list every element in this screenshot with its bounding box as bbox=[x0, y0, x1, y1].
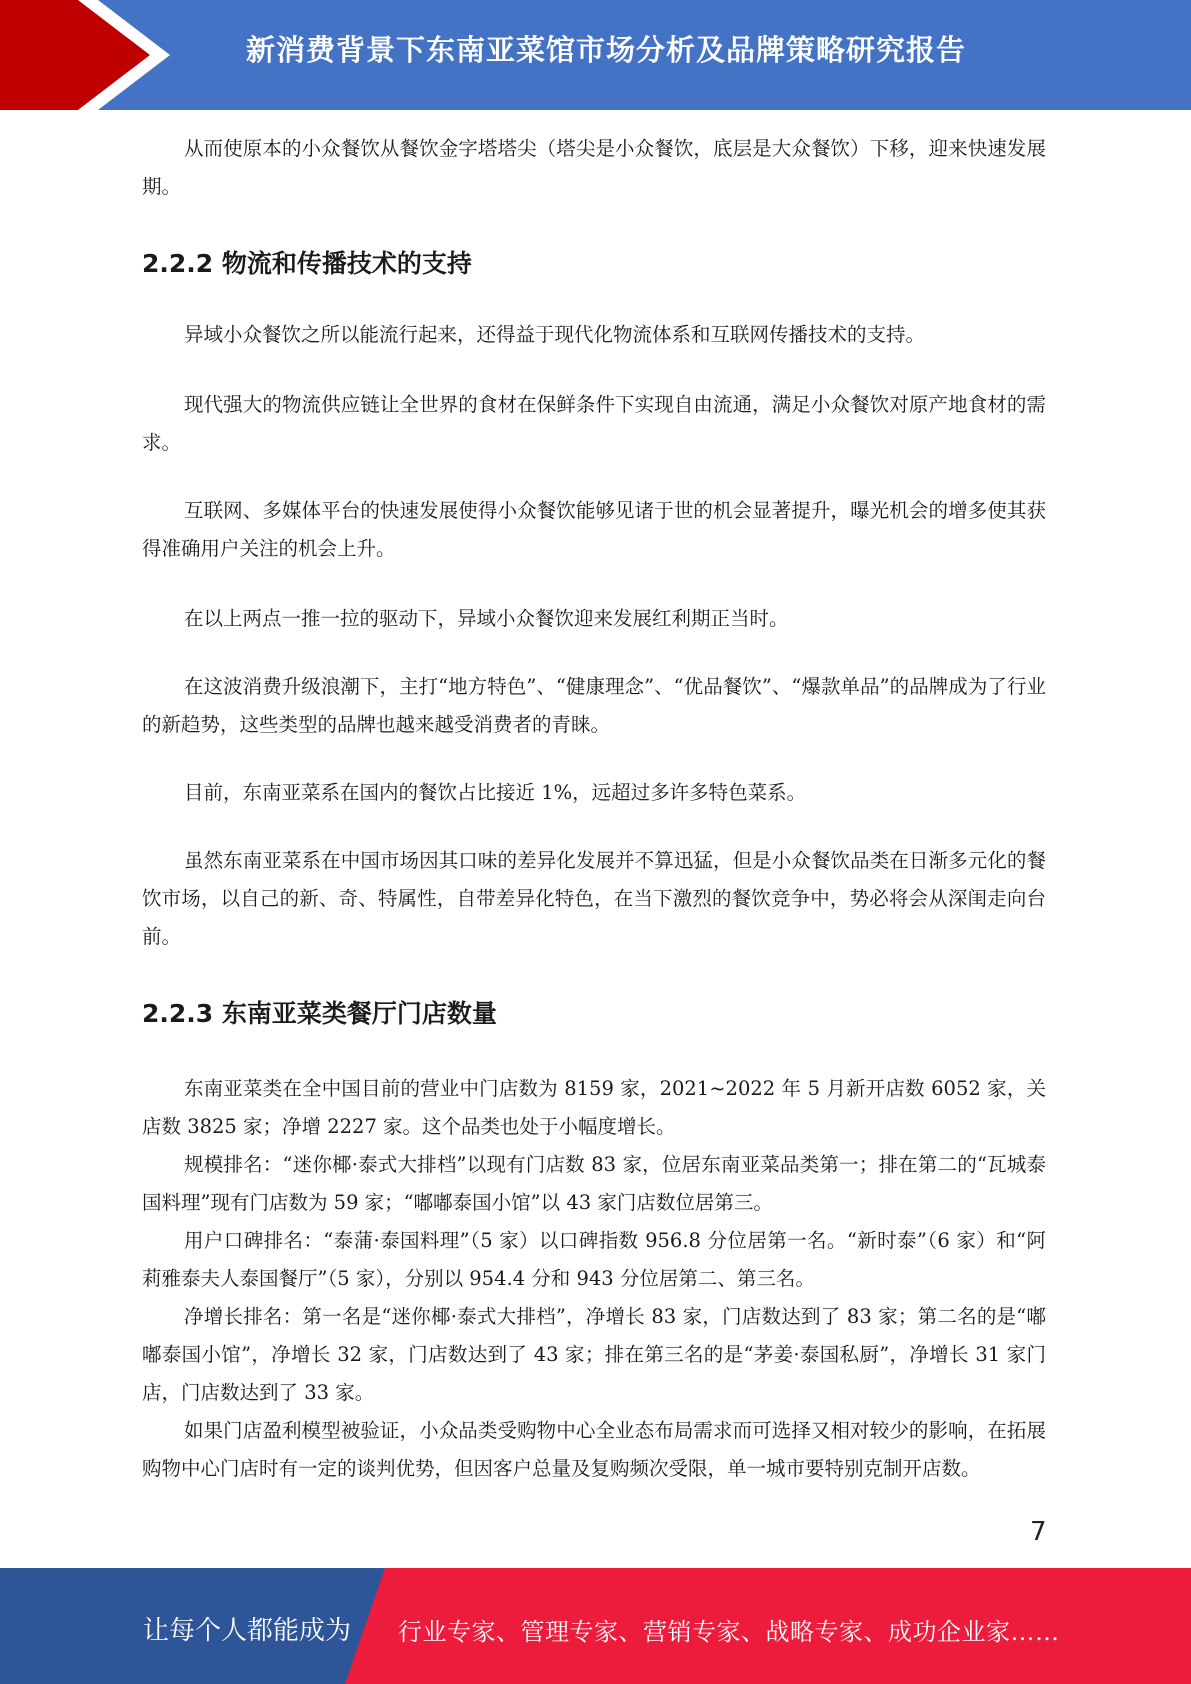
page-header bbox=[0, 0, 1191, 110]
footer-slogan-right: 行业专家、管理专家、营销专家、战略专家、成功企业家…… bbox=[398, 1618, 1060, 1646]
document-body bbox=[142, 130, 1046, 1488]
paragraph: 如果门店盈利模型被验证，小众品类受购物中心全业态布局需求而可选择又相对较少的影响，在拓展购物中心门店时有一定的谈判优势，但因客户总量及复购频次受限，单一城市要特别克制开店数。 bbox=[142, 1419, 1046, 1480]
section-heading: 2.2.2 物流和传播技术的支持 bbox=[142, 249, 472, 278]
paragraph: 从而使原本的小众餐饮从餐饮金字塔塔尖（塔尖是小众餐饮，底层是大众餐饮）下移，迎来快速发展期。 bbox=[142, 137, 1046, 198]
paragraph: 互联网、多媒体平台的快速发展使得小众餐饮能够见诸于世的机会显著提升，曝光机会的增多使其获得准确用户关注的机会上升。 bbox=[142, 499, 1046, 560]
paragraph: 在这波消费升级浪潮下，主打“地方特色”、“健康理念”、“优品餐饮”、“爆款单品”的品牌成为了行业的新趋势，这些类型的品牌也越来越受消费者的青睐。 bbox=[142, 675, 1046, 736]
paragraph: 异域小众餐饮之所以能流行起来，还得益于现代化物流体系和互联网传播技术的支持。 bbox=[184, 323, 926, 346]
header-title: 新消费背景下东南亚菜馆市场分析及品牌策略研究报告 bbox=[246, 33, 967, 67]
paragraph: 在以上两点一推一拉的驱动下，异域小众餐饮迎来发展红利期正当时。 bbox=[184, 607, 789, 630]
paragraph: 虽然东南亚菜系在中国市场因其口味的差异化发展并不算迅猛，但是小众餐饮品类在日渐多元化的餐饮市场，以自己的新、奇、特属性，自带差异化特色，在当下激烈的餐饮竞争中，势必将会从深闺走向台前。 bbox=[142, 849, 1046, 948]
paragraph: 净增长排名：第一名是“迷你椰·泰式大排档”，净增长 83 家，门店数达到了 83 家；第二名的是“嘟嘟泰国小馆”，净增长 32 家，门店数达到了 43 家；排在第三名的是“茅姜·泰国私厨”，净增长 31 家门店，门店数达到了 33 家。 bbox=[142, 1305, 1046, 1404]
page-footer bbox=[0, 1568, 1191, 1684]
footer-slogan-left: 让每个人都能成为 bbox=[143, 1616, 352, 1646]
paragraph: 目前，东南亚菜系在国内的餐饮占比接近 1%，远超过多许多特色菜系。 bbox=[184, 781, 807, 804]
paragraph: 规模排名：“迷你椰·泰式大排档”以现有门店数 83 家，位居东南亚菜品类第一；排在第二的“瓦城泰国料理”现有门店数为 59 家；“嘟嘟泰国小馆”以 43 家门店数位居第三。 bbox=[142, 1153, 1046, 1214]
paragraph: 用户口碑排名：“泰蒲·泰国料理”（5 家）以口碑指数 956.8 分位居第一名。“新时泰”（6 家）和“阿莉雅泰夫人泰国餐厅”（5 家），分别以 954.4 分和 943 分位居第二、第三名。 bbox=[142, 1229, 1046, 1290]
section-heading: 2.2.3 东南亚菜类餐厅门店数量 bbox=[142, 999, 497, 1028]
page-number: 7 bbox=[1030, 1517, 1047, 1547]
paragraph: 东南亚菜类在全中国目前的营业中门店数为 8159 家，2021~2022 年 5 月新开店数 6052 家，关店数 3825 家；净增 2227 家。这个品类也处于小幅度增长。 bbox=[142, 1077, 1046, 1138]
paragraph: 现代强大的物流供应链让全世界的食材在保鲜条件下实现自由流通，满足小众餐饮对原产地食材的需求。 bbox=[142, 393, 1046, 454]
